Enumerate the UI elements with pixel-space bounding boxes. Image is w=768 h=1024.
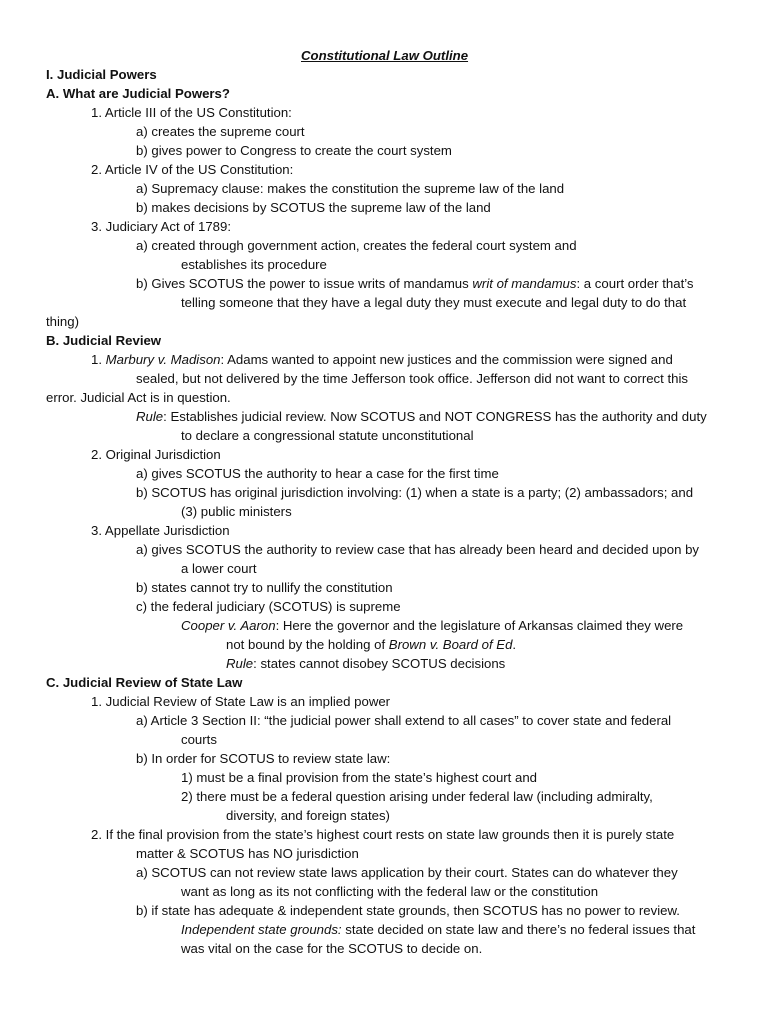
outline-item-continued: want as long as its not conflicting with the federal law or the constitution	[181, 884, 599, 899]
text-run: : Adams wanted to appoint new justices and the commission were signed and	[220, 352, 673, 367]
outline-item: b) gives power to Congress to create the court system	[136, 143, 452, 158]
definition-line	[181, 920, 695, 939]
rule-line	[226, 654, 505, 673]
case-name: Marbury v. Madison	[105, 352, 221, 367]
defined-term: Independent state grounds:	[181, 922, 342, 937]
outline-item: b) In order for SCOTUS to review state law:	[136, 751, 391, 766]
outline-item: 2. If the final provision from the state’s highest court rests on state law grounds then it is purely state	[91, 827, 675, 842]
outline-item: a) created through government action, creates the federal court system and	[136, 238, 577, 253]
outline-item-continued: establishes its procedure	[181, 257, 327, 272]
rule-label: Rule	[226, 656, 254, 671]
outline-item-continued: thing)	[46, 314, 79, 329]
outline-item-continued: was vital on the case for the SCOTUS to decide on.	[181, 941, 483, 956]
outline-item: b) if state has adequate & independent state grounds, then SCOTUS has no power to review.	[136, 903, 680, 918]
rule-label: Rule	[136, 409, 164, 424]
case-name: Brown v. Board of Ed	[388, 637, 513, 652]
subsection-heading-a: A. What are Judicial Powers?	[46, 86, 230, 101]
outline-item: b) states cannot try to nullify the constitution	[136, 580, 393, 595]
text-run: : Establishes judicial review. Now SCOTUS and NOT CONGRESS has the authority and duty	[163, 409, 707, 424]
section-heading-i: I. Judicial Powers	[46, 67, 157, 82]
outline-item: 3. Judiciary Act of 1789:	[91, 219, 232, 234]
outline-item: 1) must be a final provision from the state’s highest court and	[181, 770, 538, 785]
outline-item-continued	[226, 635, 516, 654]
outline-item: a) Article 3 Section II: “the judicial power shall extend to all cases” to cover state and federal	[136, 713, 672, 728]
outline-item-continued: (3) public ministers	[181, 504, 292, 519]
defined-term: writ of mandamus	[472, 276, 577, 291]
subsection-heading-c: C. Judicial Review of State Law	[46, 675, 243, 690]
outline-item: 3. Appellate Jurisdiction	[91, 523, 230, 538]
outline-item-continued: telling someone that they have a legal duty they must execute and legal duty to do that	[181, 295, 687, 310]
text-run: .	[512, 637, 517, 652]
outline-item-continued: to declare a congressional statute unconstitutional	[181, 428, 474, 443]
outline-item: a) gives SCOTUS the authority to review case that has already been heard and decided upon by	[136, 542, 699, 557]
text-run: state decided on state law and there’s no federal issues that	[341, 922, 696, 937]
outline-item: c) the federal judiciary (SCOTUS) is supreme	[136, 599, 401, 614]
outline-item: a) SCOTUS can not review state laws application by their court. States can do whatever they	[136, 865, 678, 880]
outline-item: b) SCOTUS has original jurisdiction involving: (1) when a state is a party; (2) ambassadors; and	[136, 485, 694, 500]
outline-item	[91, 350, 673, 369]
outline-item	[136, 274, 694, 293]
outline-item: a) creates the supreme court	[136, 124, 305, 139]
text-run: b) Gives SCOTUS the power to issue writs of mandamus	[136, 276, 473, 291]
outline-item: b) makes decisions by SCOTUS the supreme law of the land	[136, 200, 491, 215]
outline-item: a) gives SCOTUS the authority to hear a case for the first time	[136, 466, 499, 481]
outline-item: 1. Article III of the US Constitution:	[91, 105, 292, 120]
text-run: 1.	[91, 352, 106, 367]
outline-item: 2) there must be a federal question arising under federal law (including admiralty,	[181, 789, 653, 804]
outline-item-continued: courts	[181, 732, 217, 747]
subsection-heading-b: B. Judicial Review	[46, 333, 162, 348]
outline-item-continued: error. Judicial Act is in question.	[46, 390, 231, 405]
case-line	[181, 616, 683, 635]
outline-item: 2. Article IV of the US Constitution:	[91, 162, 294, 177]
rule-line	[136, 407, 707, 426]
outline-item-continued: sealed, but not delivered by the time Jefferson took office. Jefferson did not want to correct this	[136, 371, 688, 386]
outline-item: a) Supremacy clause: makes the constitution the supreme law of the land	[136, 181, 565, 196]
outline-item-continued: a lower court	[181, 561, 257, 576]
outline-item: 1. Judicial Review of State Law is an implied power	[91, 694, 391, 709]
text-run: : a court order that’s	[576, 276, 694, 291]
outline-item-continued: diversity, and foreign states)	[226, 808, 390, 823]
case-name: Cooper v. Aaron	[181, 618, 276, 633]
text-run: not bound by the holding of	[226, 637, 389, 652]
text-run: : states cannot disobey SCOTUS decisions	[253, 656, 506, 671]
page-title: Constitutional Law Outline	[301, 48, 469, 63]
outline-item: 2. Original Jurisdiction	[91, 447, 221, 462]
outline-item-continued: matter & SCOTUS has NO jurisdiction	[136, 846, 359, 861]
text-run: : Here the governor and the legislature of Arkansas claimed they were	[275, 618, 684, 633]
